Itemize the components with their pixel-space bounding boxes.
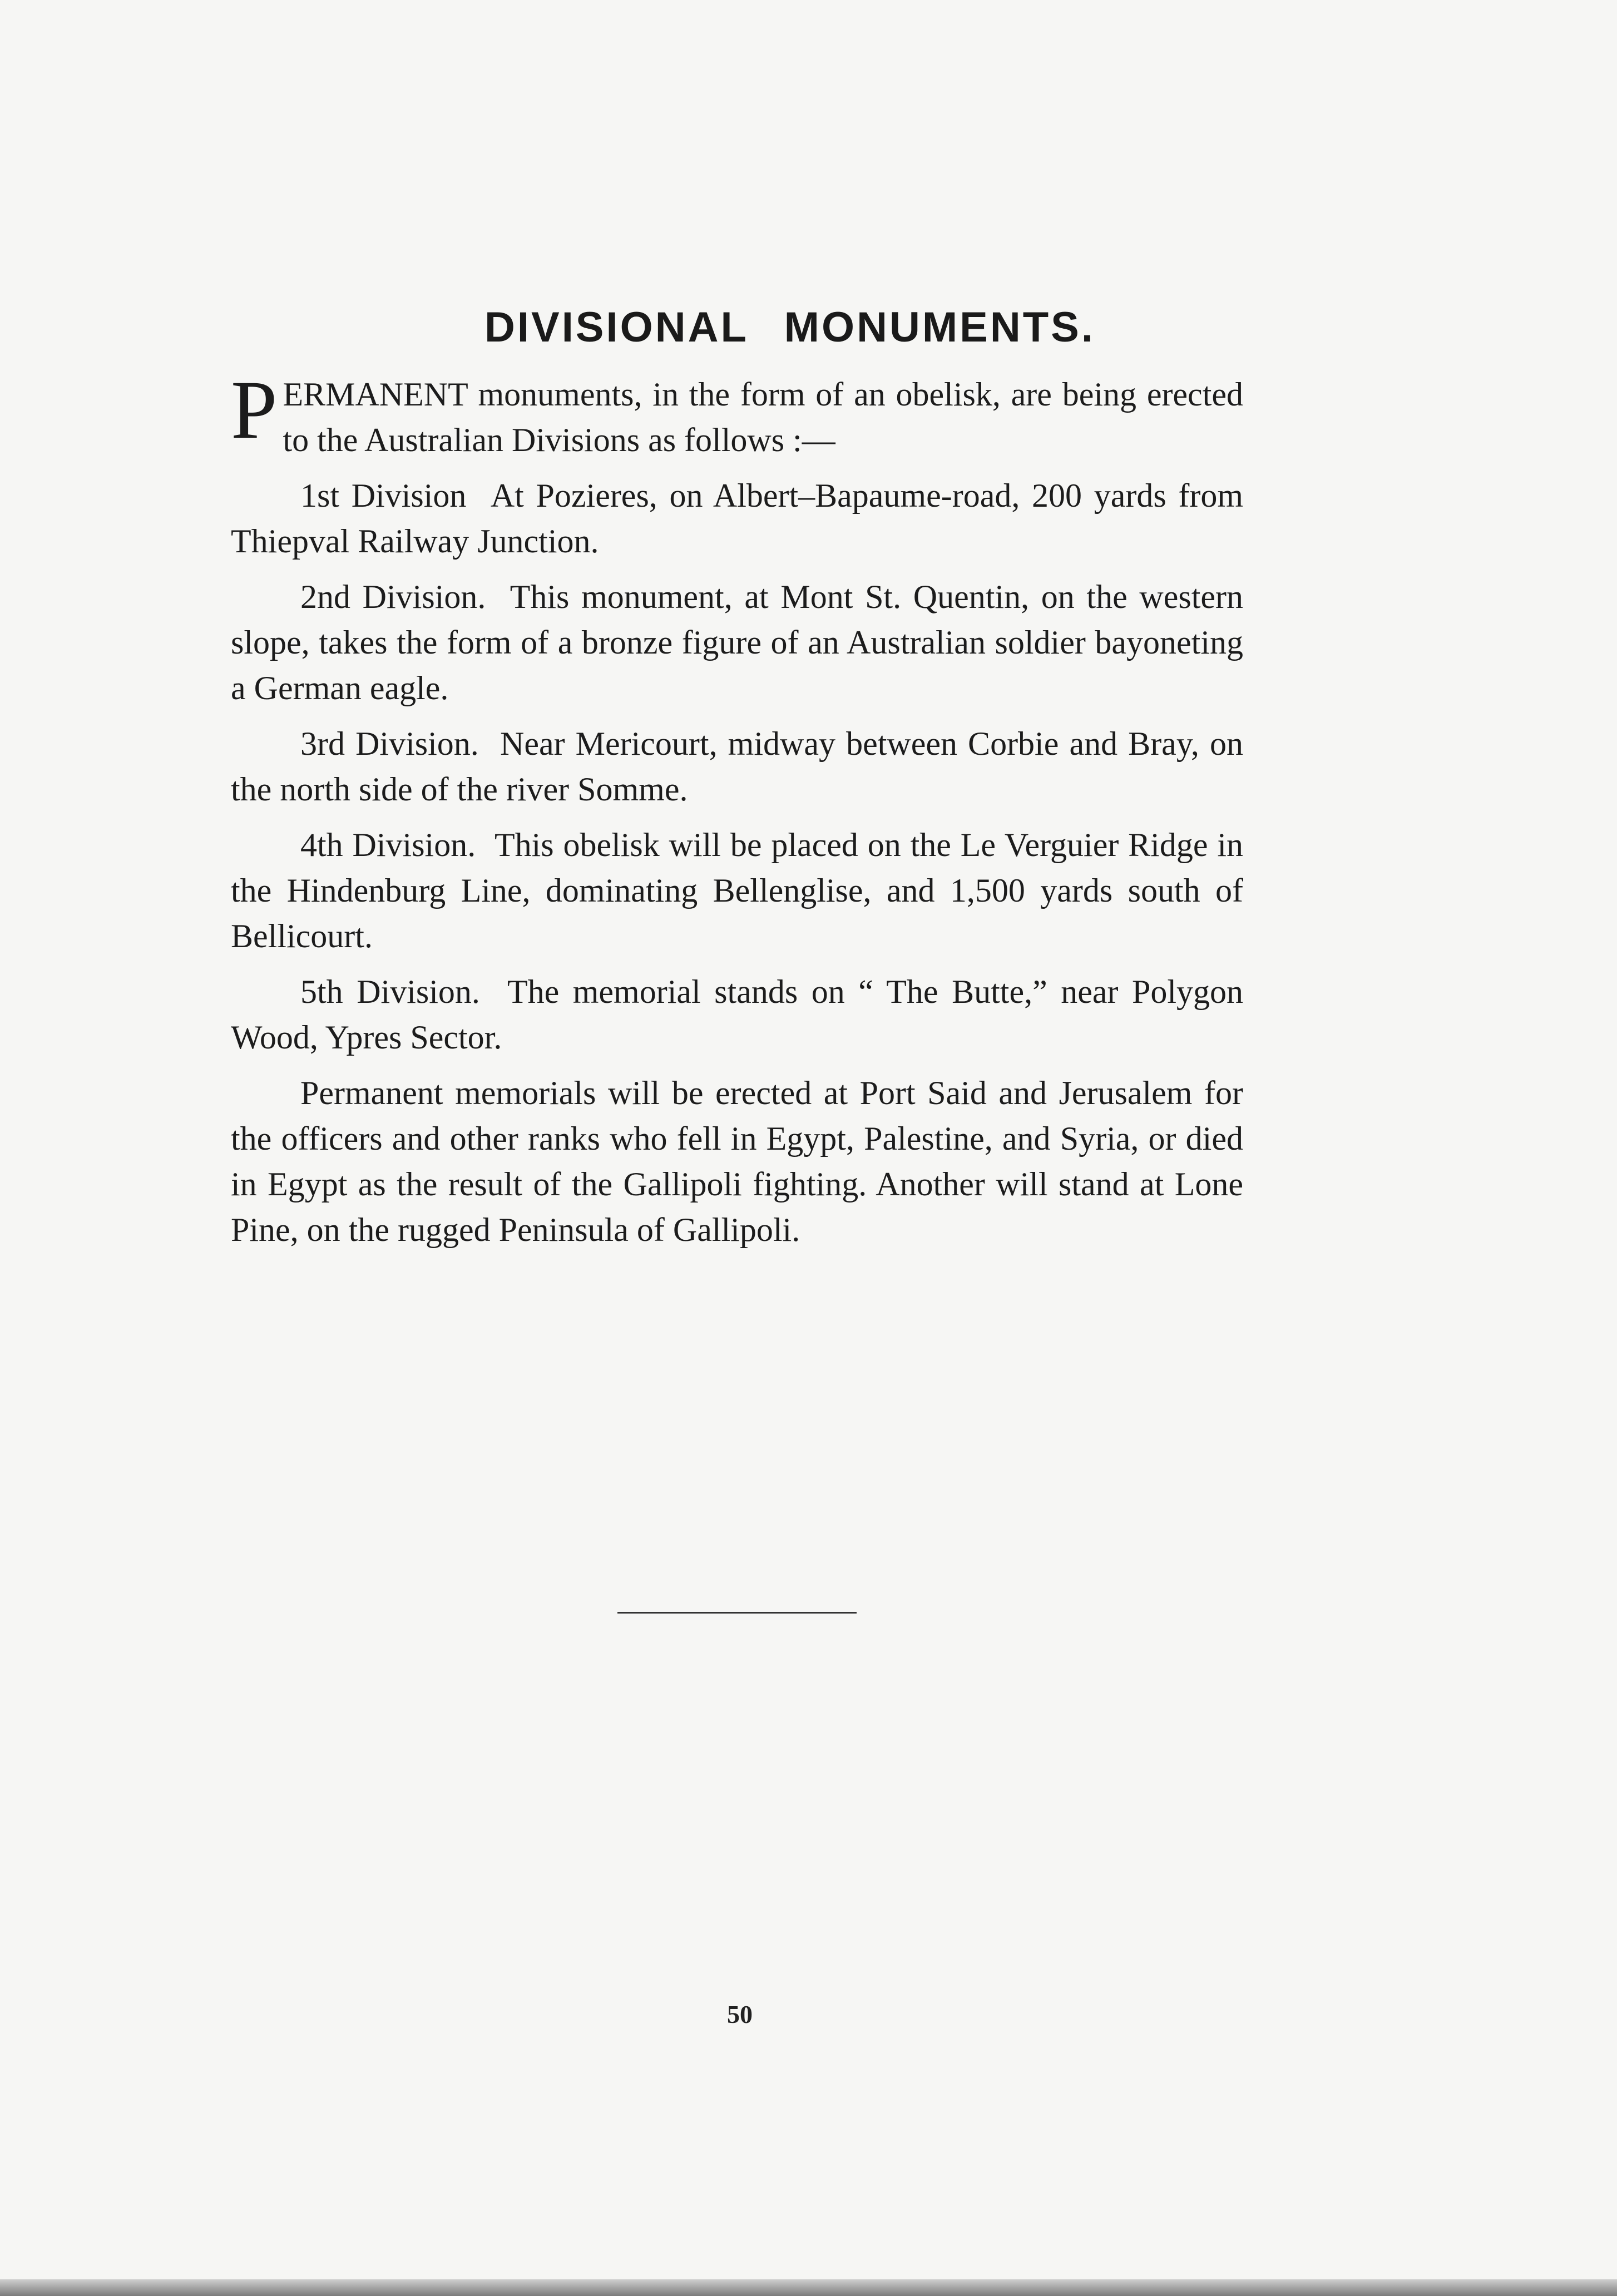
division-paragraph-2 (231, 574, 1243, 711)
division-label: 4th Division. (300, 827, 476, 863)
division-label: 5th Division. (300, 973, 480, 1010)
division-text: The memorial stands on “ The Butte,” near Polygon Wood, Ypres Sector. (231, 973, 1244, 1056)
page-title: DIVISIONAL MONUMENTS. (484, 304, 1095, 351)
division-paragraph-5 (231, 969, 1243, 1060)
division-label: 3rd Division. (300, 725, 479, 762)
intro-lead: ERMANENT (283, 376, 468, 413)
division-text: At Pozieres, on Albert–Bapaume-road, 200 yards from Thiepval Railway Junction. (231, 477, 1244, 560)
page-number: 50 (727, 2000, 753, 2028)
division-label: 1st Division (300, 477, 467, 514)
closing-paragraph: Permanent memorials will be erected at Port Said and Jerusalem for the officers and other ranks who fell in Egypt, Palestine, and Syria, or died in Egypt as the result of the Gallipoli fighting. Another will stand at Lone Pine, on the rugged Peninsula of Gallipoli. (231, 1075, 1243, 1248)
division-paragraph-4 (231, 822, 1243, 959)
intro-rest: monuments, in the form of an obelisk, are being erected to the Australian Divisions as follows :— (283, 376, 1243, 458)
division-paragraph-3 (231, 721, 1243, 812)
body-text (231, 364, 1244, 1263)
division-text: This obelisk will be placed on the Le Verguier Ridge in the Hindenburg Line, dominating Bellenglise, and 1,500 yards south of Bellicourt. (231, 827, 1244, 954)
scan-edge (0, 2279, 1617, 2296)
division-label: 2nd Division. (300, 578, 486, 615)
division-text: This monument, at Mont St. Quentin, on the western slope, takes the form of a bronze figure of an Australian soldier bayoneting a German eagle. (231, 578, 1243, 706)
drop-cap: P (231, 364, 278, 456)
division-paragraph-1 (231, 473, 1243, 564)
section-divider (617, 1612, 857, 1614)
division-text: Near Mericourt, midway between Corbie and Bray, on the north side of the river Somme. (231, 725, 1244, 808)
intro-paragraph (231, 364, 1243, 463)
